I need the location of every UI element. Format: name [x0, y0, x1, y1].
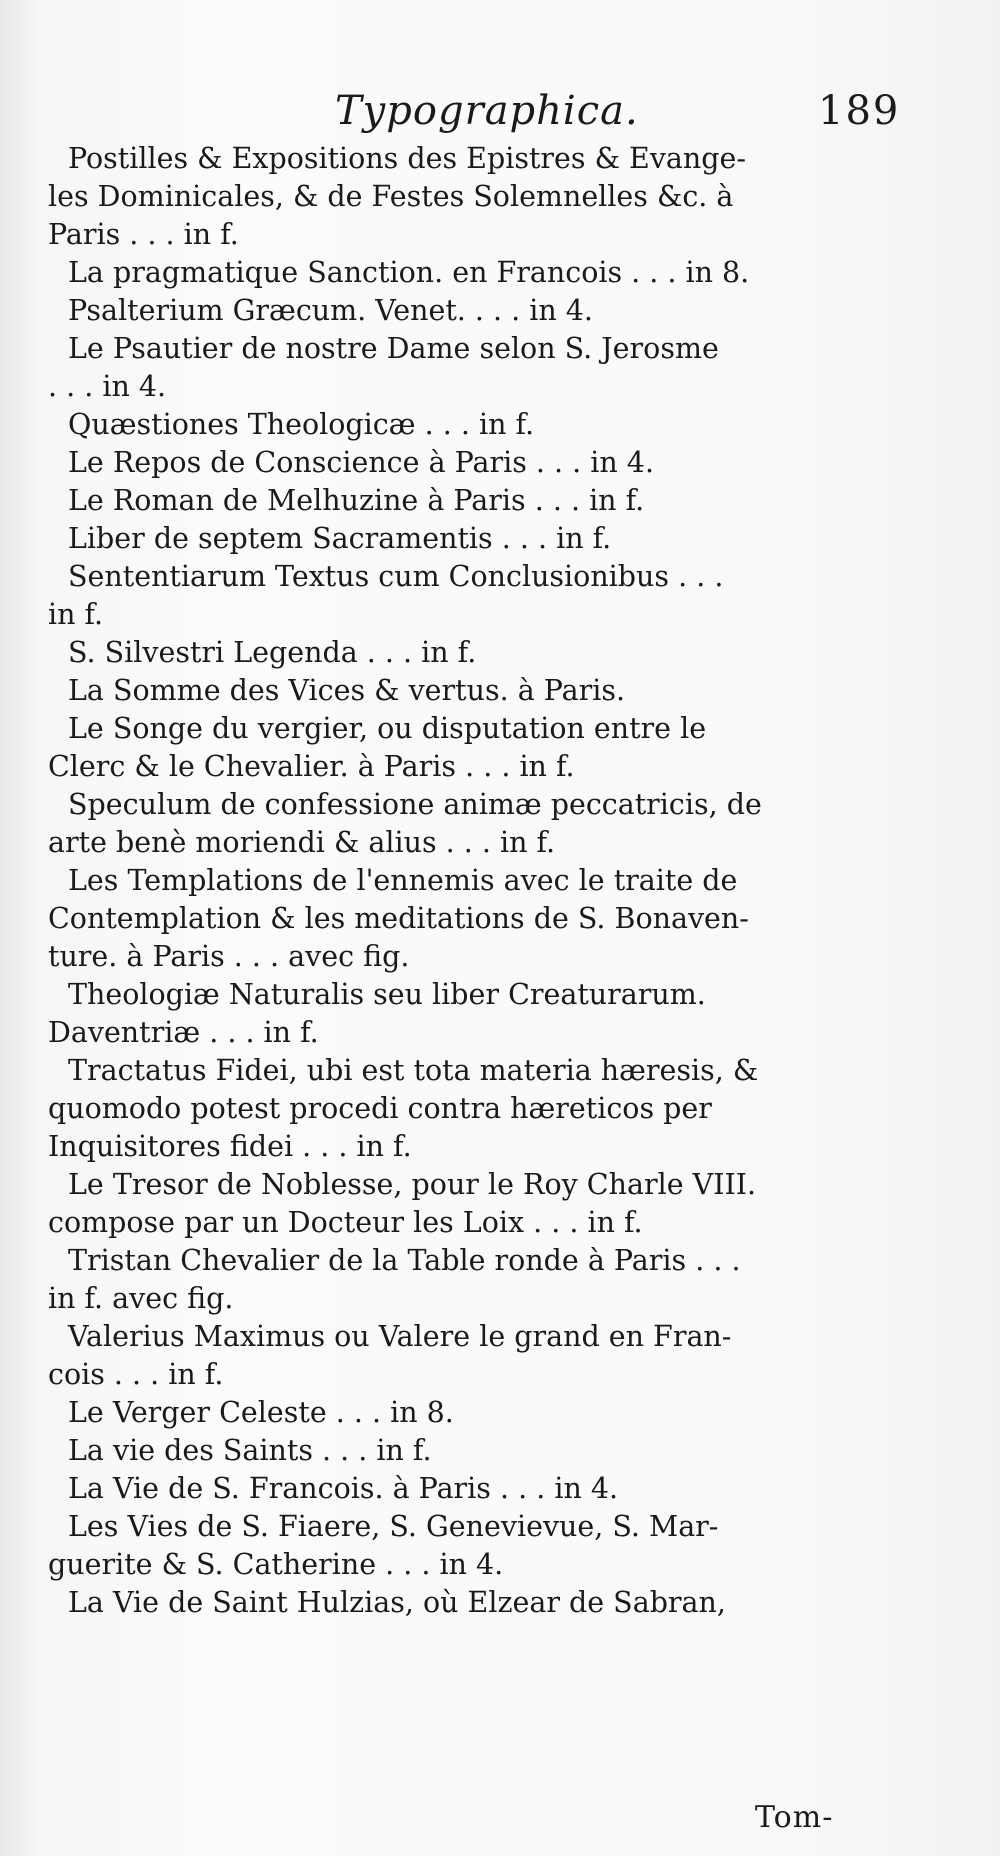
entry-line: La Somme des Vices & vertus. à Paris. — [68, 674, 626, 707]
entry-line: Postilles & Expositions des Epistres & Evange- — [68, 142, 747, 175]
catalogue-entry — [0, 1432, 1000, 1470]
entry-line: Daventriæ . . . in f. — [48, 1016, 319, 1049]
entry-line: Paris . . . in f. — [48, 218, 239, 251]
catalogue-entry — [0, 710, 1000, 786]
running-title: Typographica. — [335, 88, 639, 134]
entry-line: La Vie de S. Francois. à Paris . . . in 4. — [68, 1472, 619, 1505]
catalogue-entry — [0, 330, 1000, 406]
entry-line: Inquisitores fidei . . . in f. — [48, 1130, 412, 1163]
entry-line: Le Psautier de nostre Dame selon S. Jerosme — [68, 332, 719, 365]
entry-line: Speculum de confessione animæ peccatricis, de — [68, 788, 762, 821]
catalogue-entry — [0, 520, 1000, 558]
catalogue-entry — [0, 786, 1000, 862]
entry-line: Tristan Chevalier de la Table ronde à Paris . . . — [68, 1244, 741, 1277]
catalogue-entry — [0, 140, 1000, 254]
entry-line: Le Tresor de Noblesse, pour le Roy Charle VIII. — [68, 1168, 757, 1201]
catalogue-entry — [0, 976, 1000, 1052]
catalogue-entry — [0, 1470, 1000, 1508]
catalogue-entry — [0, 1584, 1000, 1622]
catalogue-entry — [0, 634, 1000, 672]
catalogue-entry — [0, 672, 1000, 710]
entry-line: Quæstiones Theologicæ . . . in f. — [68, 408, 535, 441]
page-number: 189 — [818, 88, 901, 134]
catalogue-entry — [0, 1166, 1000, 1242]
entry-line: Psalterium Græcum. Venet. . . . in 4. — [68, 294, 593, 327]
catalogue-entry — [0, 558, 1000, 634]
entry-line: Liber de septem Sacramentis . . . in f. — [68, 522, 612, 555]
catalogue-entry — [0, 862, 1000, 976]
entry-line: Les Templations de l'ennemis avec le traite de — [68, 864, 738, 897]
entry-line: quomodo potest procedi contra hæreticos per — [48, 1092, 712, 1125]
entry-line: Le Repos de Conscience à Paris . . . in 4. — [68, 446, 655, 479]
catalogue-entry — [0, 1242, 1000, 1318]
entry-line: Le Verger Celeste . . . in 8. — [68, 1396, 454, 1429]
catalogue-list — [0, 140, 1000, 1622]
catalogue-entry — [0, 1052, 1000, 1166]
page-header — [0, 88, 1000, 134]
catalogue-entry — [0, 406, 1000, 444]
catalogue-entry — [0, 1508, 1000, 1584]
entry-line: La pragmatique Sanction. en Francois . . . in 8. — [68, 256, 750, 289]
entry-line: Le Songe du vergier, ou disputation entre le — [68, 712, 707, 745]
catalogue-entry — [0, 254, 1000, 292]
entry-line: in f. avec fig. — [48, 1282, 234, 1315]
entry-line: Tractatus Fidei, ubi est tota materia hæresis, & — [68, 1054, 759, 1087]
entry-line: ture. à Paris . . . avec fig. — [48, 940, 410, 973]
entry-line: Contemplation & les meditations de S. Bonaven- — [48, 902, 749, 935]
entry-line: guerite & S. Catherine . . . in 4. — [48, 1548, 504, 1581]
entry-line: Le Roman de Melhuzine à Paris . . . in f. — [68, 484, 645, 517]
entry-line: La Vie de Saint Hulzias, où Elzear de Sabran, — [68, 1586, 726, 1619]
catalogue-entry — [0, 482, 1000, 520]
entry-line: Theologiæ Naturalis seu liber Creaturarum. — [68, 978, 706, 1011]
entry-line: Valerius Maximus ou Valere le grand en Fran- — [68, 1320, 732, 1353]
entry-line: Clerc & le Chevalier. à Paris . . . in f. — [48, 750, 575, 783]
catalogue-entry — [0, 1318, 1000, 1394]
entry-line: La vie des Saints . . . in f. — [68, 1434, 432, 1467]
catalogue-entry — [0, 1394, 1000, 1432]
entry-line: Les Vies de S. Fiaere, S. Genevievue, S. Mar- — [68, 1510, 719, 1543]
catalogue-entry — [0, 444, 1000, 482]
entry-line: cois . . . in f. — [48, 1358, 224, 1391]
entry-line: Sententiarum Textus cum Conclusionibus . . . — [68, 560, 724, 593]
entry-line: les Dominicales, & de Festes Solemnelles &c. à — [48, 180, 734, 213]
entry-line: compose par un Docteur les Loix . . . in f. — [48, 1206, 643, 1239]
catalogue-entry — [0, 292, 1000, 330]
entry-line: S. Silvestri Legenda . . . in f. — [68, 636, 477, 669]
entry-line: . . . in 4. — [48, 370, 167, 403]
catchword: Tom- — [755, 1800, 834, 1835]
entry-line: arte benè moriendi & alius . . . in f. — [48, 826, 556, 859]
entry-line: in f. — [48, 598, 104, 631]
